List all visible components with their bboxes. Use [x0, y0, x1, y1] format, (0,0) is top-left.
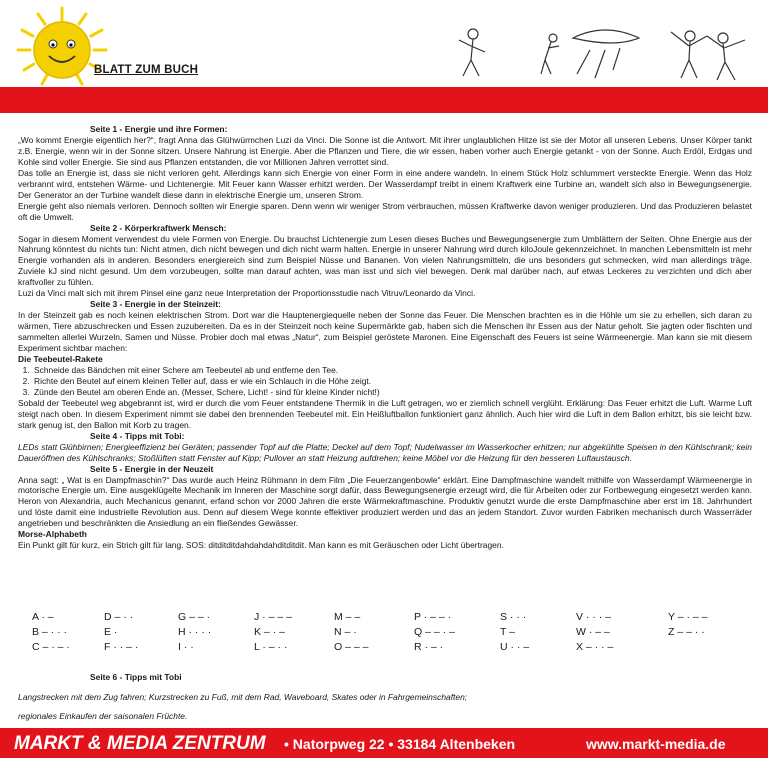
morse-letter: L · – · ·: [254, 641, 288, 653]
section-3-paragraph: Sobald der Teebeutel weg abgebrannt ist, wird er durch die vom Feuer entstandene Thermik in die Luft getragen, wo er ziemlich schnell verglüht. Erklärung: Das Feuer erhitzt die Luft. Warme Luft steigt nach oben. In diesem Experiment nimmt sie dabei den brennenden Teebeutel mit. Ein Heißluftballon funktioniert ganz ähnlich. Auch hier wird die Luft in dem Ballon erhitzt, bis sie leicht bzw. stark genug ist, den Ballon mit Korb zu tragen.: [18, 397, 752, 430]
morse-letter: X – · · –: [576, 641, 614, 653]
morse-letter: B – · · ·: [32, 626, 68, 638]
morse-letter: S · · ·: [500, 611, 527, 623]
section-2-paragraph: Sogar in diesem Moment verwendest du viele Formen von Energie. Du brauchst Lichtenergie zum Lesen dieses Buches und Bewegungsenergie zum Umblättern der Seiten. Ohne Energie aus der Nahrung könntest du nichts tun: Nicht atmen, dich nicht bewegen und dich nicht warm halten. Energie in unserer Nahrung wird durch kiloJoule gekennzeichnet. In manchen Lebensmitteln ist mehr Energie vorhanden als in anderen. Besonders energiereich sind zum Beispiel Nüsse und Bananen. Von vielen Nahrungsmitteln, die uns besonders gut schmecken, wird man allerdings träge. Zuviele kJ sind nicht gesund. Um dem vorzubeugen, sollte man darauf achten, was man isst und sich viel bewegen. Denk mal darüber nach, auf etwas Leckeres zu verzichten und dich aber kraftvoller zu fühlen.: [18, 233, 752, 288]
experiment-steps: [18, 365, 752, 398]
morse-letter: G – – ·: [178, 611, 211, 623]
morse-letter: C – · – ·: [32, 641, 70, 653]
section-4-heading: Seite 4 - Tipps mit Tobi:: [90, 430, 185, 441]
morse-intro: Ein Punkt gilt für kurz, ein Strich gilt für lang. SOS: ditditditdahdahdahditditdit. Man kann es mit Geräuschen oder Licht übertragen.: [18, 540, 504, 551]
section-3-paragraph: In der Steinzeit gab es noch keinen elektrischen Strom. Dort war die Hauptenergiequelle neben der Sonne das Feuer. Die Menschen brachten es in die Höhle um sie zu erhellen, sich daran zu wärmen, Tiere abzuschrecken und Essen zuzubereiten. Da es in der Steinzeit noch keine Supermärkte gab, haben sich die Menschen ihr Essen aus der Natur geholt. Sie jagten oder fischten und sammelten allerlei Wurzeln, Samen und Nüsse. Probier doch mal etwas „Natur“, zum Beispiel geröstete Maronen. Eine Eigenschaft des Feuers ist seine Wärmeenergie. Man kann sie mit diesem Experiment sichtbar machen:: [18, 310, 752, 354]
morse-letter: P · – – ·: [414, 611, 452, 623]
morse-letter: M – –: [334, 611, 361, 623]
experiment-step: 2. Richte den Beutel auf einem kleinen Teller auf, dass er wie ein Schlauch in die Höhe zeigt.: [32, 376, 752, 387]
header: [0, 0, 768, 86]
morse-letter: T –: [500, 626, 515, 638]
morse-letter: F · · – ·: [104, 641, 139, 653]
section-1-paragraph: Energie geht also niemals verloren. Dennoch sollten wir Energie sparen. Denn wenn wir weniger Strom verbrauchen, müssen Kraftwerke davon weniger produzieren. Und das Produzieren belastet oft die Umwelt.: [18, 200, 752, 222]
morse-letter: W · – –: [576, 626, 610, 638]
section-6: [18, 664, 752, 731]
section-1-paragraph: „Wo kommt Energie eigentlich her?“, fragt Anna das Glühwürmchen Luzi da Vinci. Die Sonne ist die Antwort. Mit ihrer unglaublichen Hitze ist sie der Motor all unseren Lebens. Unser Körper tankt z.B. Energie, wenn wir in der Sonne sitzen. Unsere Nahrung ist Energie. Aber die Pflanzen und Tiere, die wir essen, haben vorher auch Energie getankt - von der Sonne. Auch Erdöl, Erdgas und Kohle sind voller Energie. Sie sind aus Pflanzen entstanden, die vor Millionen Jahren verrottet sind.: [18, 134, 752, 167]
morse-letter: D – · ·: [104, 611, 134, 623]
morse-letter: I · ·: [178, 641, 194, 653]
morse-letter: J · – – –: [254, 611, 292, 623]
experiment-step: 1. Schneide das Bändchen mit einer Schere am Teebeutel ab und entferne den Tee.: [32, 365, 752, 376]
morse-heading: Morse-Alphabeth: [18, 529, 87, 540]
section-4-tips: LEDs statt Glühbirnen; Energieeffizienz bei Geräten; passender Topf auf die Platte; Deckel auf dem Topf; Nudelwasser im Wasserkocher erhitzen; nur abgekühlte Speisen in den Kühlschrank; kein Daueröffnen des Kühlschranks; Stoßlüften statt Fenster auf Kipp; Pullover an statt Heizung aufdrehen; keine Möbel vor die Heizung für den besseren Luftaustausch.: [18, 441, 752, 463]
morse-letter: A · –: [32, 611, 54, 623]
morse-letter: U · · –: [500, 641, 530, 653]
morse-letter: K – · –: [254, 626, 285, 638]
section-5-heading: Seite 5 - Energie in der Neuzeit: [90, 463, 214, 474]
bottom-margin: [0, 758, 768, 768]
page-title: BLATT ZUM BUCH: [94, 64, 199, 76]
section-6-heading: Seite 6 - Tipps mit Tobi: [90, 672, 182, 683]
morse-letter: Z – – · ·: [668, 626, 705, 638]
experiment-heading: Die Teebeutel-Rakete: [18, 354, 103, 365]
section-3-heading: Seite 3 - Energie in der Steinzeit:: [90, 299, 221, 310]
morse-letter: Q – – · –: [414, 626, 455, 638]
footer-bar: [0, 728, 768, 758]
address: • Natorpweg 22 • 33184 Altenbeken: [284, 736, 516, 752]
section-5-paragraph: Anna sagt: „ Wat is en Dampfmaschin?“ Das wurde auch Heinz Rühmann in dem Film „Die Feuerzangenbowle“ erklärt. Eine Dampfmaschine wandelt mithilfe von Wasserdampf Wärmeenergie in motorische Energie um. Eine ausgeklügelte Mechanik im Inneren der Maschine sorgt dafür, dass Bewegungsenergie erzeugt wird, die für Arbeiten oder zur Fortbewegung eingesetzt werden kann. Heron von Alexandria, auch Mechanicus genannt, erfand schon vor 2000 Jahren die erste Wärmekraftmaschine. Produktiv genutzt wurde die erste Dampfmaschine aber erst im 18. Jahrhundert und löste damit eine industrielle Revolution aus. Denn auf diesem Wege konnte effektiver produziert werden und das an jedem Standort. Zuvor wurden Fabriken mechanisch durch Wasserräder angetrieben und beschränkten die Ansiedlung an ein fließendes Gewässer.: [18, 474, 752, 529]
section-2-heading: Seite 2 - Körperkraftwerk Mensch:: [90, 222, 227, 233]
kids-and-balloon-doodle-icon: [455, 26, 755, 86]
morse-table: [32, 610, 752, 656]
top-red-bar: [0, 87, 768, 113]
morse-letter: R · – ·: [414, 641, 444, 653]
morse-letter: E ·: [104, 626, 118, 638]
section-6-tips: Langstrecken mit dem Zug fahren; Kurzstrecken zu Fuß, mit dem Rad, Waveboard, Skates oder in Fahrgemeinschaften;: [18, 691, 468, 702]
website-link[interactable]: www.markt-media.de: [586, 736, 726, 752]
morse-letter: V · · · –: [576, 611, 612, 623]
section-1-heading: Seite 1 - Energie und ihre Formen:: [90, 124, 228, 134]
morse-letter: H · · · ·: [178, 626, 212, 638]
section-1-paragraph: Das tolle an Energie ist, dass sie nicht verloren geht. Allerdings kann sich Energie von einer Form in eine andere wandeln. In einem Stück Holz schlummert versteckte Energie. Wenn das Holz verbrannt wird, entstehen Wärme- und Lichtenergie. Mit Feuer kann Wasser erhitzt werden. Der Wasserdampf treibt in einem Kraftwerk eine Turbine an, wandelt sich also in Bewegungsenergie. Der Generator an der Turbine wandelt diese dann in elektrische Energie um, unseren Strom.: [18, 167, 752, 200]
morse-letter: Y – · – –: [668, 611, 708, 623]
brand-name: MARKT & MEDIA ZENTRUM: [14, 733, 266, 754]
section-6-tips: regionales Einkaufen der saisonalen Früchte.: [18, 711, 188, 722]
morse-letter: N – ·: [334, 626, 357, 638]
section-2-paragraph: Luzi da Vinci malt sich mit ihrem Pinsel eine ganz neue Interpretation der Proportionsstudie nach Vitruv/Leonardo da Vinci.: [18, 288, 476, 299]
document-body: [18, 124, 752, 551]
morse-letter: O – – –: [334, 641, 369, 653]
experiment-step: 3. Zünde den Beutel am oberen Ende an. (Messer, Schere, Licht! - sind für kleine Kinder nicht!): [32, 387, 752, 398]
